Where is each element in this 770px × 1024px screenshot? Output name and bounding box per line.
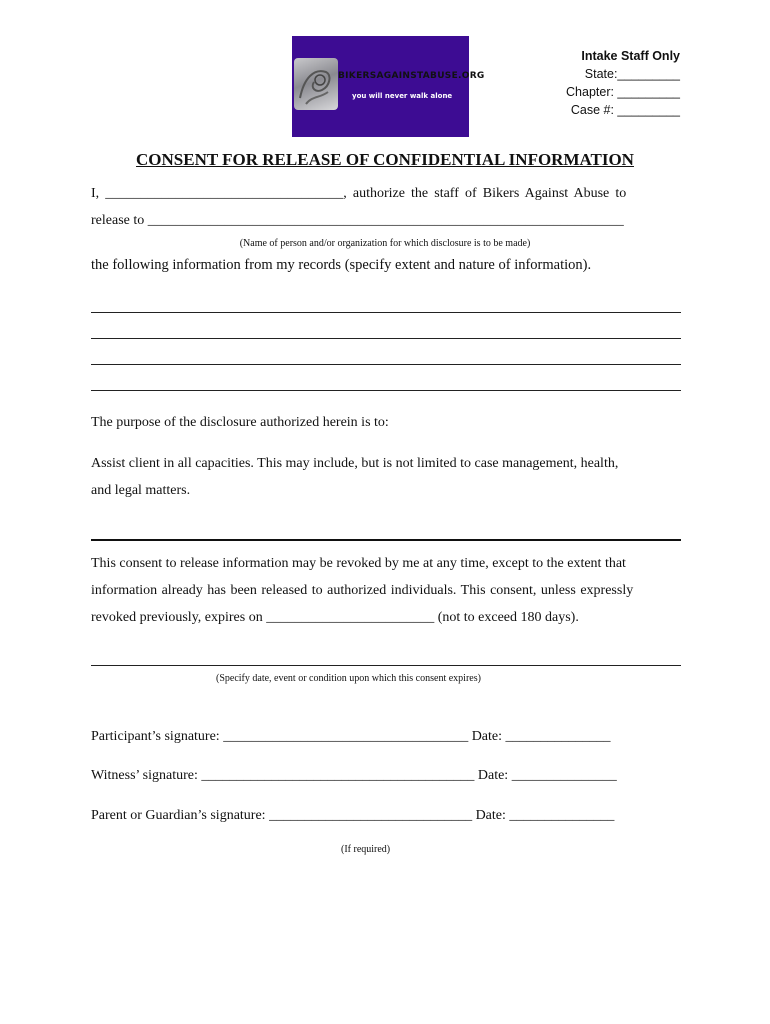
document-title: CONSENT FOR RELEASE OF CONFIDENTIAL INFORMATION — [136, 150, 634, 169]
expiration-caption: (Specify date, event or condition upon which this consent expires) — [216, 673, 481, 684]
organization-logo — [292, 36, 485, 137]
purpose-heading: The purpose of the disclosure authorized herein is to: — [91, 415, 389, 430]
hands-photo-icon — [294, 58, 338, 110]
purpose-text-line2: and legal matters. — [91, 483, 191, 498]
intake-staff-block — [566, 47, 680, 119]
revocation-line1: This consent to release information may be revoked by me at any time, except to the extent that — [91, 556, 626, 571]
chapter-field[interactable]: Chapter: _________ — [566, 85, 680, 99]
information-blank-line[interactable] — [91, 312, 681, 313]
expiration-line[interactable]: revoked previously, expires on ________________________ (not to exceed 180 days). — [91, 610, 579, 625]
section-divider — [91, 539, 681, 541]
release-to-line[interactable]: release to ____________________________________________________________________ — [91, 213, 624, 228]
guardian-signature-line[interactable]: Parent or Guardian’s signature: _____________________________ Date: _______________ — [91, 808, 615, 823]
if-required-note: (If required) — [341, 844, 391, 855]
authorize-line[interactable]: I, __________________________________, authorize the staff of Bikers Against Abuse to — [91, 186, 627, 201]
release-to-caption: (Name of person and/or organization for which disclosure is to be made) — [239, 238, 531, 249]
records-line: the following information from my records (specify extent and nature of information). — [91, 257, 592, 273]
participant-signature-line[interactable]: Participant’s signature: ___________________________________ Date: _______________ — [91, 729, 611, 744]
purpose-text-line1: Assist client in all capacities. This may include, but is not limited to case management, health, — [91, 456, 619, 471]
logo-tagline: you will never walk alone — [352, 92, 453, 100]
expiration-condition-blank[interactable] — [91, 665, 681, 666]
revocation-line2: information already has been released to authorized individuals. This consent, unless expressly — [91, 583, 634, 598]
state-field[interactable]: State:_________ — [584, 67, 680, 81]
case-number-field[interactable]: Case #: _________ — [570, 103, 680, 117]
witness-signature-line[interactable]: Witness’ signature: _______________________________________ Date: _______________ — [91, 768, 617, 783]
information-blank-line[interactable] — [91, 338, 681, 339]
information-blank-line[interactable] — [91, 390, 681, 391]
intake-heading: Intake Staff Only — [581, 49, 680, 63]
logo-website-text: BIKERSAGAINSTABUSE.ORG — [338, 71, 485, 81]
information-blank-line[interactable] — [91, 364, 681, 365]
